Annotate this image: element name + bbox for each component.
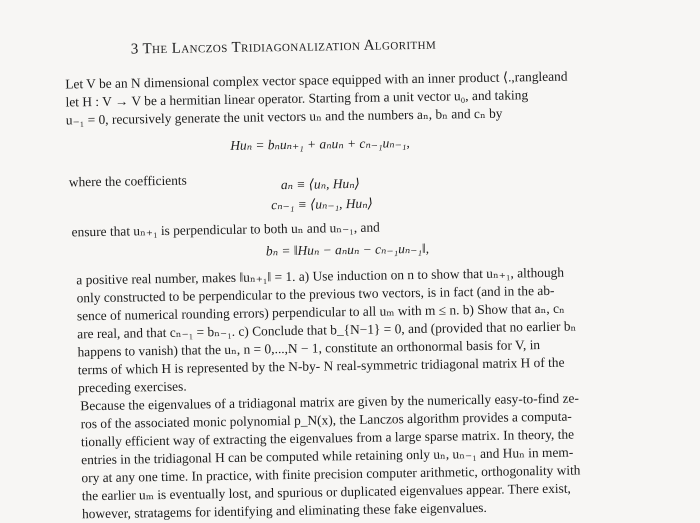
equation-recursion: Huₙ = bₙuₙ₊₁ + aₙuₙ + cₙ₋₁uₙ₋₁, [230, 135, 410, 153]
paragraph-line: entries in the tridiagonal H can be computed while retaining only uₙ, uₙ₋₁ and Huₙ in mem- [81, 444, 574, 468]
paragraph-line: terms of which H is represented by the N-by- N real-symmetric tridiagonal matrix H of the [77, 354, 565, 378]
paragraph-line: preceding exercises. [77, 378, 187, 396]
equation-b: bₙ = ‖Huₙ − aₙuₙ − cₙ₋₁uₙ₋₁‖, [265, 240, 430, 259]
paragraph-line: u₋₁ = 0, recursively generate the unit vectors uₙ and the numbers aₙ, bₙ and cₙ by [65, 105, 503, 128]
paragraph-line: are real, and that cₙ₋₁ = bₙ₋₁. c) Conclude that b_{N−1} = 0, and (provided that no earlier bₙ [77, 318, 577, 342]
paragraph-line: ensure that uₙ₊₁ is perpendicular to both uₙ and uₙ₋₁, and [71, 219, 380, 240]
paragraph-line: Because the eigenvalues of a tridiagonal matrix are given by the numerically easy-to-find ze- [80, 390, 580, 414]
paragraph-line: tionally efficient way of extracting the eigenvalues from a large sparse matrix. In theory, the [80, 426, 575, 450]
paragraph-line: happens to vanish) that the uₙ, n = 0,...,N − 1, constitute an orthonormal basis for V, in [77, 337, 541, 360]
paragraph-line: only constructed to be perpendicular to the previous two vectors, is in fact (and in the ab- [76, 282, 555, 306]
paragraph-line: Let V be an N dimensional complex vector space equipped with an inner product ⟨.,rangleand [65, 68, 568, 92]
paragraph-line: let H : V → V be a hermitian linear operator. Starting from a unit vector u₀, and taking [65, 87, 529, 110]
paragraph-line: a positive real number, makes ‖uₙ₊₁‖ = 1. a) Use induction on n to show that uₙ₊₁, although [76, 264, 565, 288]
paragraph-line: ros of the associated monic polynomial p_N(x), the Lanczos algorithm provides a computa- [80, 408, 572, 432]
paragraph-line: the earlier uₘ is eventually lost, and spurious or duplicated eigenvalues appear. There exist, [81, 480, 571, 504]
section-title: 3 The Lanczos Tridiagonalization Algorithm [130, 36, 437, 58]
equation-a: aₙ ≡ ⟨uₙ, Huₙ⟩ [280, 175, 360, 193]
equation-c: cₙ₋₁ ≡ ⟨uₙ₋₁, Huₙ⟩ [271, 195, 373, 213]
paragraph-line: sence of numerical rounding errors) perpendicular to all uₘ with m ≤ n. b) Show that aₙ, cₙ [76, 300, 565, 324]
paragraph-line: however, stratagems for identifying and eliminating these fake eigenvalues. [81, 499, 487, 522]
where-label: where the coefficients [68, 172, 187, 190]
paragraph-line: ory at any one time. In practice, with finite precision computer arithmetic, orthogonality with [81, 462, 581, 486]
